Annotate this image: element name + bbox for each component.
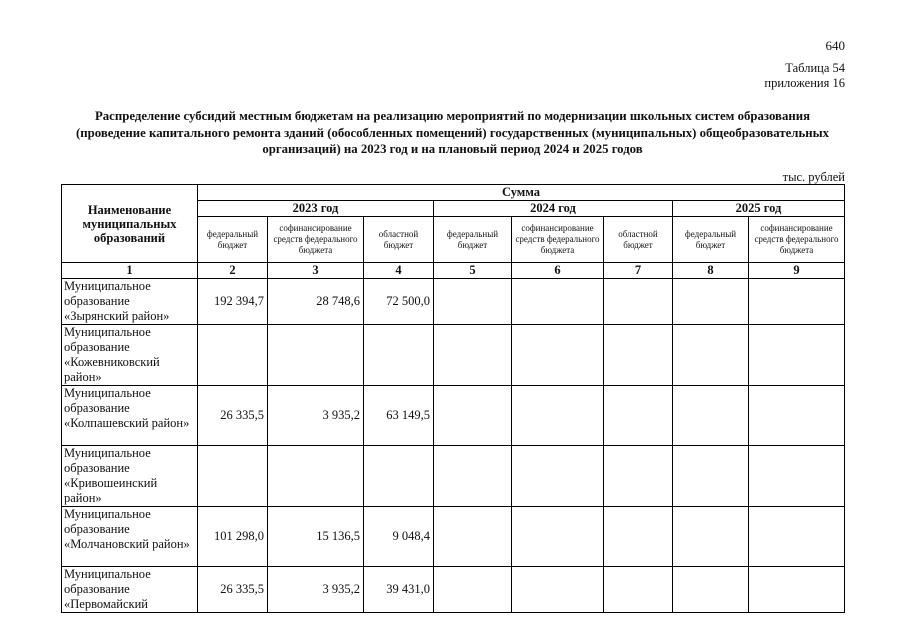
table-row bbox=[62, 567, 845, 613]
value-cell bbox=[604, 386, 673, 446]
value-cell bbox=[512, 507, 604, 567]
table-row bbox=[62, 507, 845, 567]
header-name-column: Наименование муниципальных образований bbox=[62, 185, 198, 263]
municipality-name: Муниципальное образование «Молчановский район» bbox=[62, 507, 198, 567]
value-cell bbox=[364, 325, 434, 386]
table-row bbox=[62, 446, 845, 507]
column-number: 5 bbox=[434, 263, 512, 279]
column-number: 4 bbox=[364, 263, 434, 279]
value-cell: 39 431,0 bbox=[364, 567, 434, 613]
table-row bbox=[62, 279, 845, 325]
column-number: 7 bbox=[604, 263, 673, 279]
value-cell bbox=[673, 507, 749, 567]
table-row bbox=[62, 325, 845, 386]
header-regional-budget: областной бюджет bbox=[604, 217, 673, 263]
table-number: Таблица 54 bbox=[785, 61, 845, 75]
value-cell bbox=[268, 446, 364, 507]
value-cell bbox=[434, 567, 512, 613]
value-cell bbox=[434, 446, 512, 507]
column-number: 8 bbox=[673, 263, 749, 279]
value-cell bbox=[749, 567, 845, 613]
value-cell bbox=[749, 325, 845, 386]
value-cell bbox=[604, 507, 673, 567]
value-cell: 101 298,0 bbox=[198, 507, 268, 567]
value-cell: 15 136,5 bbox=[268, 507, 364, 567]
value-cell bbox=[434, 279, 512, 325]
value-cell bbox=[434, 325, 512, 386]
value-cell: 72 500,0 bbox=[364, 279, 434, 325]
header-year-2023: 2023 год bbox=[198, 201, 434, 217]
header-regional-budget: областной бюджет bbox=[364, 217, 434, 263]
value-cell bbox=[512, 325, 604, 386]
value-cell bbox=[749, 507, 845, 567]
value-cell bbox=[673, 386, 749, 446]
value-cell bbox=[673, 567, 749, 613]
value-cell bbox=[604, 279, 673, 325]
value-cell bbox=[749, 386, 845, 446]
municipality-name: Муниципальное образование «Кривошеинский район» bbox=[62, 446, 198, 507]
municipality-name: Муниципальное образование «Зырянский район» bbox=[62, 279, 198, 325]
value-cell bbox=[512, 446, 604, 507]
header-cofinancing: софинансирование средств федерального бюджета bbox=[749, 217, 845, 263]
value-cell: 3 935,2 bbox=[268, 567, 364, 613]
value-cell: 3 935,2 bbox=[268, 386, 364, 446]
value-cell: 26 335,5 bbox=[198, 386, 268, 446]
municipality-name: Муниципальное образование «Кожевниковский район» bbox=[62, 325, 198, 386]
header-cofinancing: софинансирование средств федерального бюджета bbox=[512, 217, 604, 263]
value-cell bbox=[673, 325, 749, 386]
document-title: Распределение субсидий местным бюджетам на реализацию мероприятий по модернизации школьных систем образования (проведение капитального ремонта зданий (обособленных помещений) государственных (муниципальных) общеобразовательных организаций) на 2023 год и на плановый период 2024 и 2025 годов bbox=[75, 109, 830, 156]
column-number: 6 bbox=[512, 263, 604, 279]
value-cell: 63 149,5 bbox=[364, 386, 434, 446]
value-cell bbox=[749, 279, 845, 325]
table-row bbox=[62, 386, 845, 446]
value-cell bbox=[673, 446, 749, 507]
header-cofinancing: софинансирование средств федерального бюджета bbox=[268, 217, 364, 263]
value-cell bbox=[673, 279, 749, 325]
value-cell bbox=[198, 446, 268, 507]
header-sum: Сумма bbox=[198, 185, 845, 201]
units-label: тыс. рублей bbox=[782, 170, 845, 184]
header-year-2025: 2025 год bbox=[673, 201, 845, 217]
value-cell: 9 048,4 bbox=[364, 507, 434, 567]
value-cell bbox=[604, 325, 673, 386]
value-cell bbox=[434, 386, 512, 446]
column-number: 1 bbox=[62, 263, 198, 279]
value-cell bbox=[434, 507, 512, 567]
column-number: 9 bbox=[749, 263, 845, 279]
column-number: 2 bbox=[198, 263, 268, 279]
subsidy-table bbox=[61, 184, 845, 613]
column-number: 3 bbox=[268, 263, 364, 279]
value-cell bbox=[512, 279, 604, 325]
header-federal-budget: федеральный бюджет bbox=[434, 217, 512, 263]
value-cell: 26 335,5 bbox=[198, 567, 268, 613]
table-reference bbox=[764, 61, 845, 91]
value-cell bbox=[604, 446, 673, 507]
municipality-name: Муниципальное образование «Первомайский bbox=[62, 567, 198, 613]
value-cell: 192 394,7 bbox=[198, 279, 268, 325]
value-cell bbox=[268, 325, 364, 386]
appendix-number: приложения 16 bbox=[764, 76, 845, 90]
header-year-2024: 2024 год bbox=[434, 201, 673, 217]
header-federal-budget: федеральный бюджет bbox=[198, 217, 268, 263]
page-number: 640 bbox=[825, 38, 845, 53]
value-cell bbox=[364, 446, 434, 507]
municipality-name: Муниципальное образование «Колпашевский район» bbox=[62, 386, 198, 446]
value-cell bbox=[604, 567, 673, 613]
header-federal-budget: федеральный бюджет bbox=[673, 217, 749, 263]
value-cell bbox=[512, 567, 604, 613]
value-cell: 28 748,6 bbox=[268, 279, 364, 325]
value-cell bbox=[512, 386, 604, 446]
value-cell bbox=[749, 446, 845, 507]
value-cell bbox=[198, 325, 268, 386]
